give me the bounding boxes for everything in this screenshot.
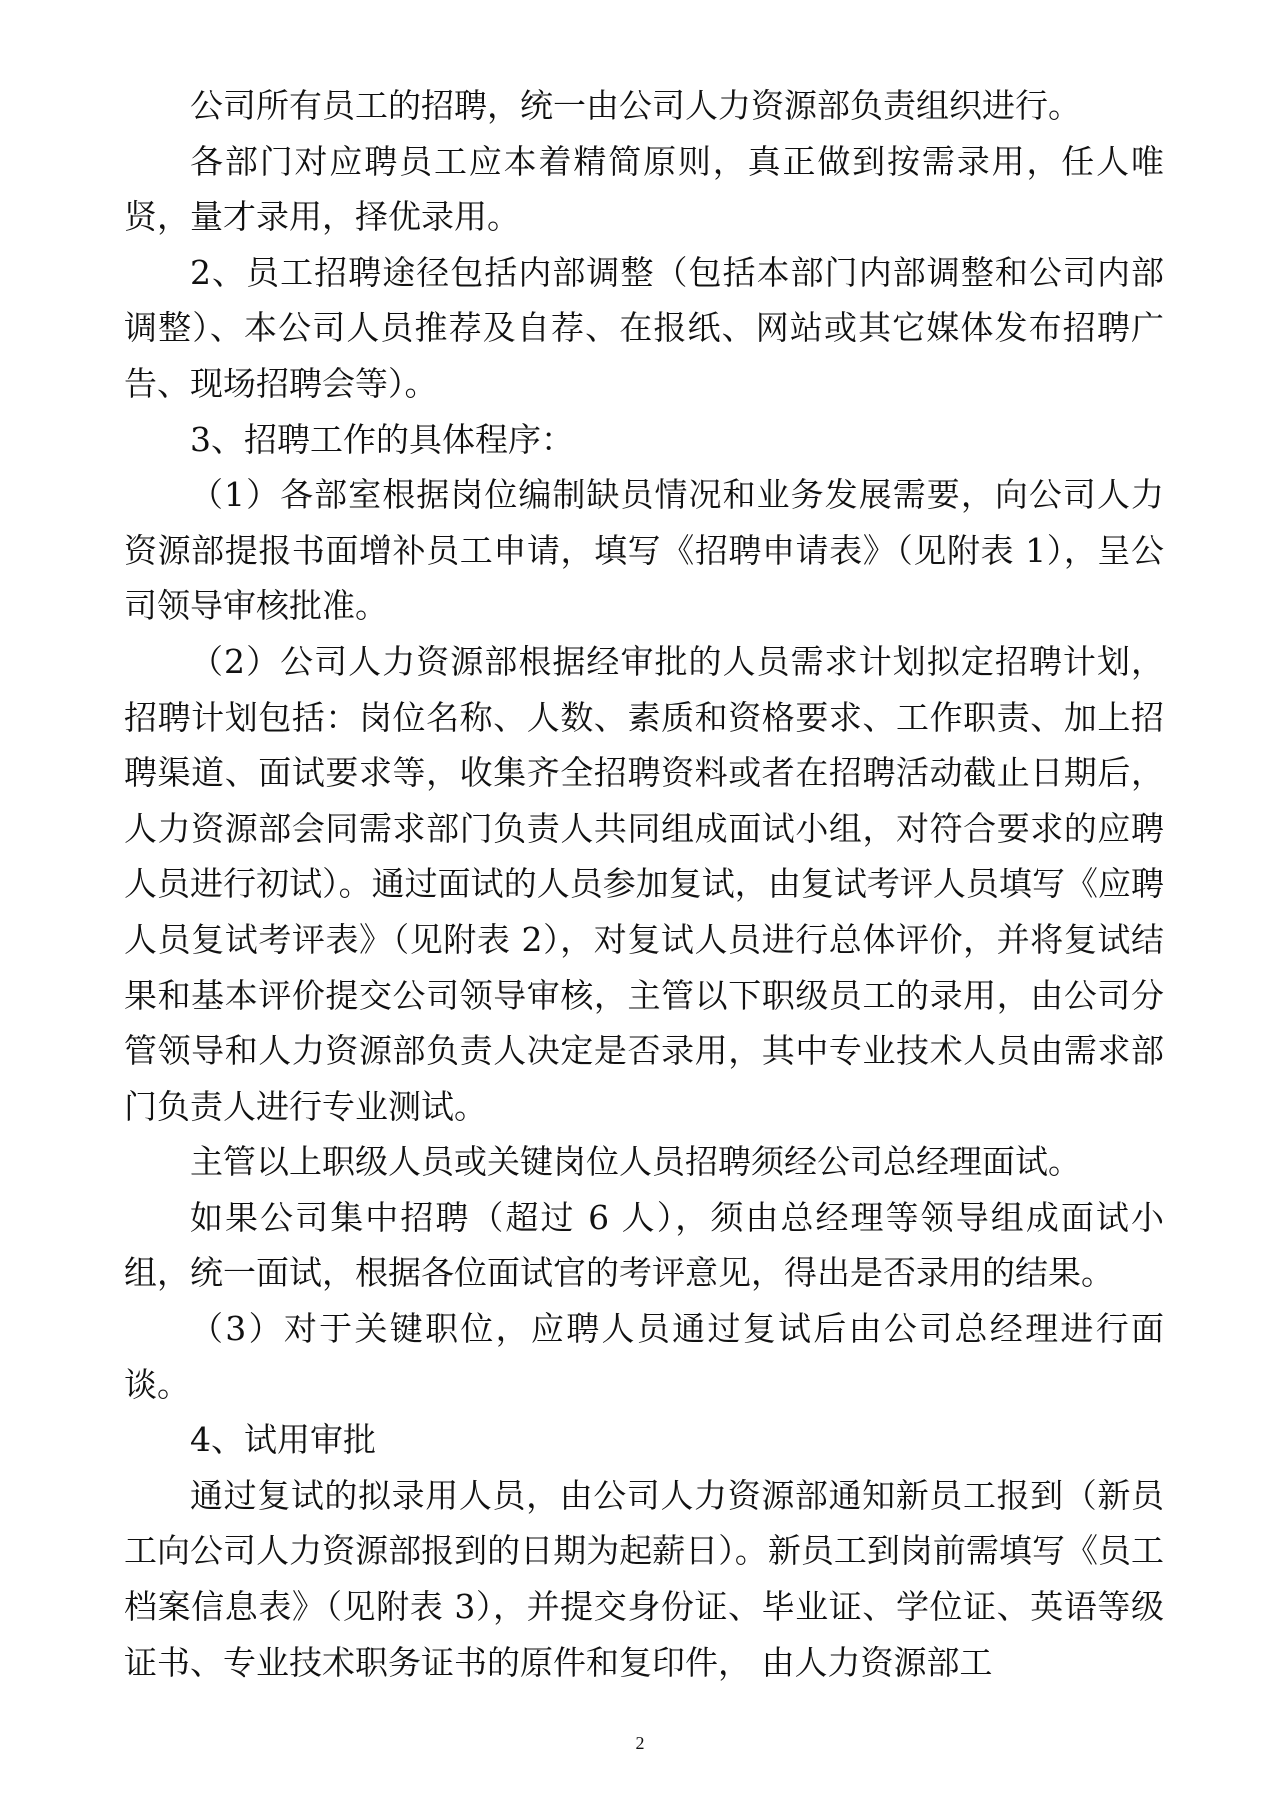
- paragraph-procedure-step-3: （3）对于关键职位，应聘人员通过复试后由公司总经理进行面谈。: [124, 1309, 1164, 1404]
- paragraph-group-recruitment: 如果公司集中招聘（超过 6 人），须由总经理等领导组成面试小组，统一面试，根据各位面试官的考评意见，得出是否录用的结果。: [124, 1197, 1164, 1293]
- paragraph-recruitment-channels: 2、员工招聘途径包括内部调整（包括本部门内部调整和公司内部调整）、本公司人员推荐及自荐、在报纸、网站或其它媒体发布招聘广告、现场招聘会等）。: [124, 252, 1164, 403]
- paragraph-procedure-heading: 3、招聘工作的具体程序：: [190, 419, 574, 459]
- paragraph-onboarding: 通过复试的拟录用人员，由公司人力资源部通知新员工报到（新员工向公司人力资源部报到的日期为起薪日）。新员工到岗前需填写《员工档案信息表》（见附表 3），并提交身份证、毕业证、学位证、英语等级证书、专业技术职务证书的原件和复印件， 由人力资源部工: [124, 1475, 1164, 1682]
- page-number: 2: [635, 1733, 645, 1753]
- paragraph-probation-heading: 4、试用审批: [190, 1420, 376, 1460]
- paragraph-recruitment-responsibility: 公司所有员工的招聘，统一由公司人力资源部负责组织进行。: [190, 86, 1081, 125]
- document-body: [124, 78, 1164, 1690]
- paragraph-hiring-principles: 各部门对应聘员工应本着精简原则，真正做到按需录用，任人唯贤，量才录用，择优录用。: [124, 141, 1164, 237]
- paragraph-procedure-step-2: （2）公司人力资源部根据经审批的人员需求计划拟定招聘计划，招聘计划包括：岗位名称、人数、素质和资格要求、工作职责、加上招聘渠道、面试要求等，收集齐全招聘资料或者在招聘活动截止日期后，人力资源部会同需求部门负责人共同组成面试小组，对符合要求的应聘人员进行初试）。通过面试的人员参加复试，由复试考评人员填写《应聘人员复试考评表》（见附表 2），对复试人员进行总体评价，并将复试结果和基本评价提交公司领导审核，主管以下职级员工的录用，由公司分管领导和人力资源部负责人决定是否录用，其中专业技术人员由需求部门负责人进行专业测试。: [124, 641, 1164, 1126]
- paragraph-procedure-step-1: （1）各部室根据岗位编制缺员情况和业务发展需要，向公司人力资源部提报书面增补员工申请，填写《招聘申请表》（见附表 1），呈公司领导审核批准。: [124, 475, 1164, 626]
- paragraph-senior-interview: 主管以上职级人员或关键岗位人员招聘须经公司总经理面试。: [190, 1142, 1081, 1182]
